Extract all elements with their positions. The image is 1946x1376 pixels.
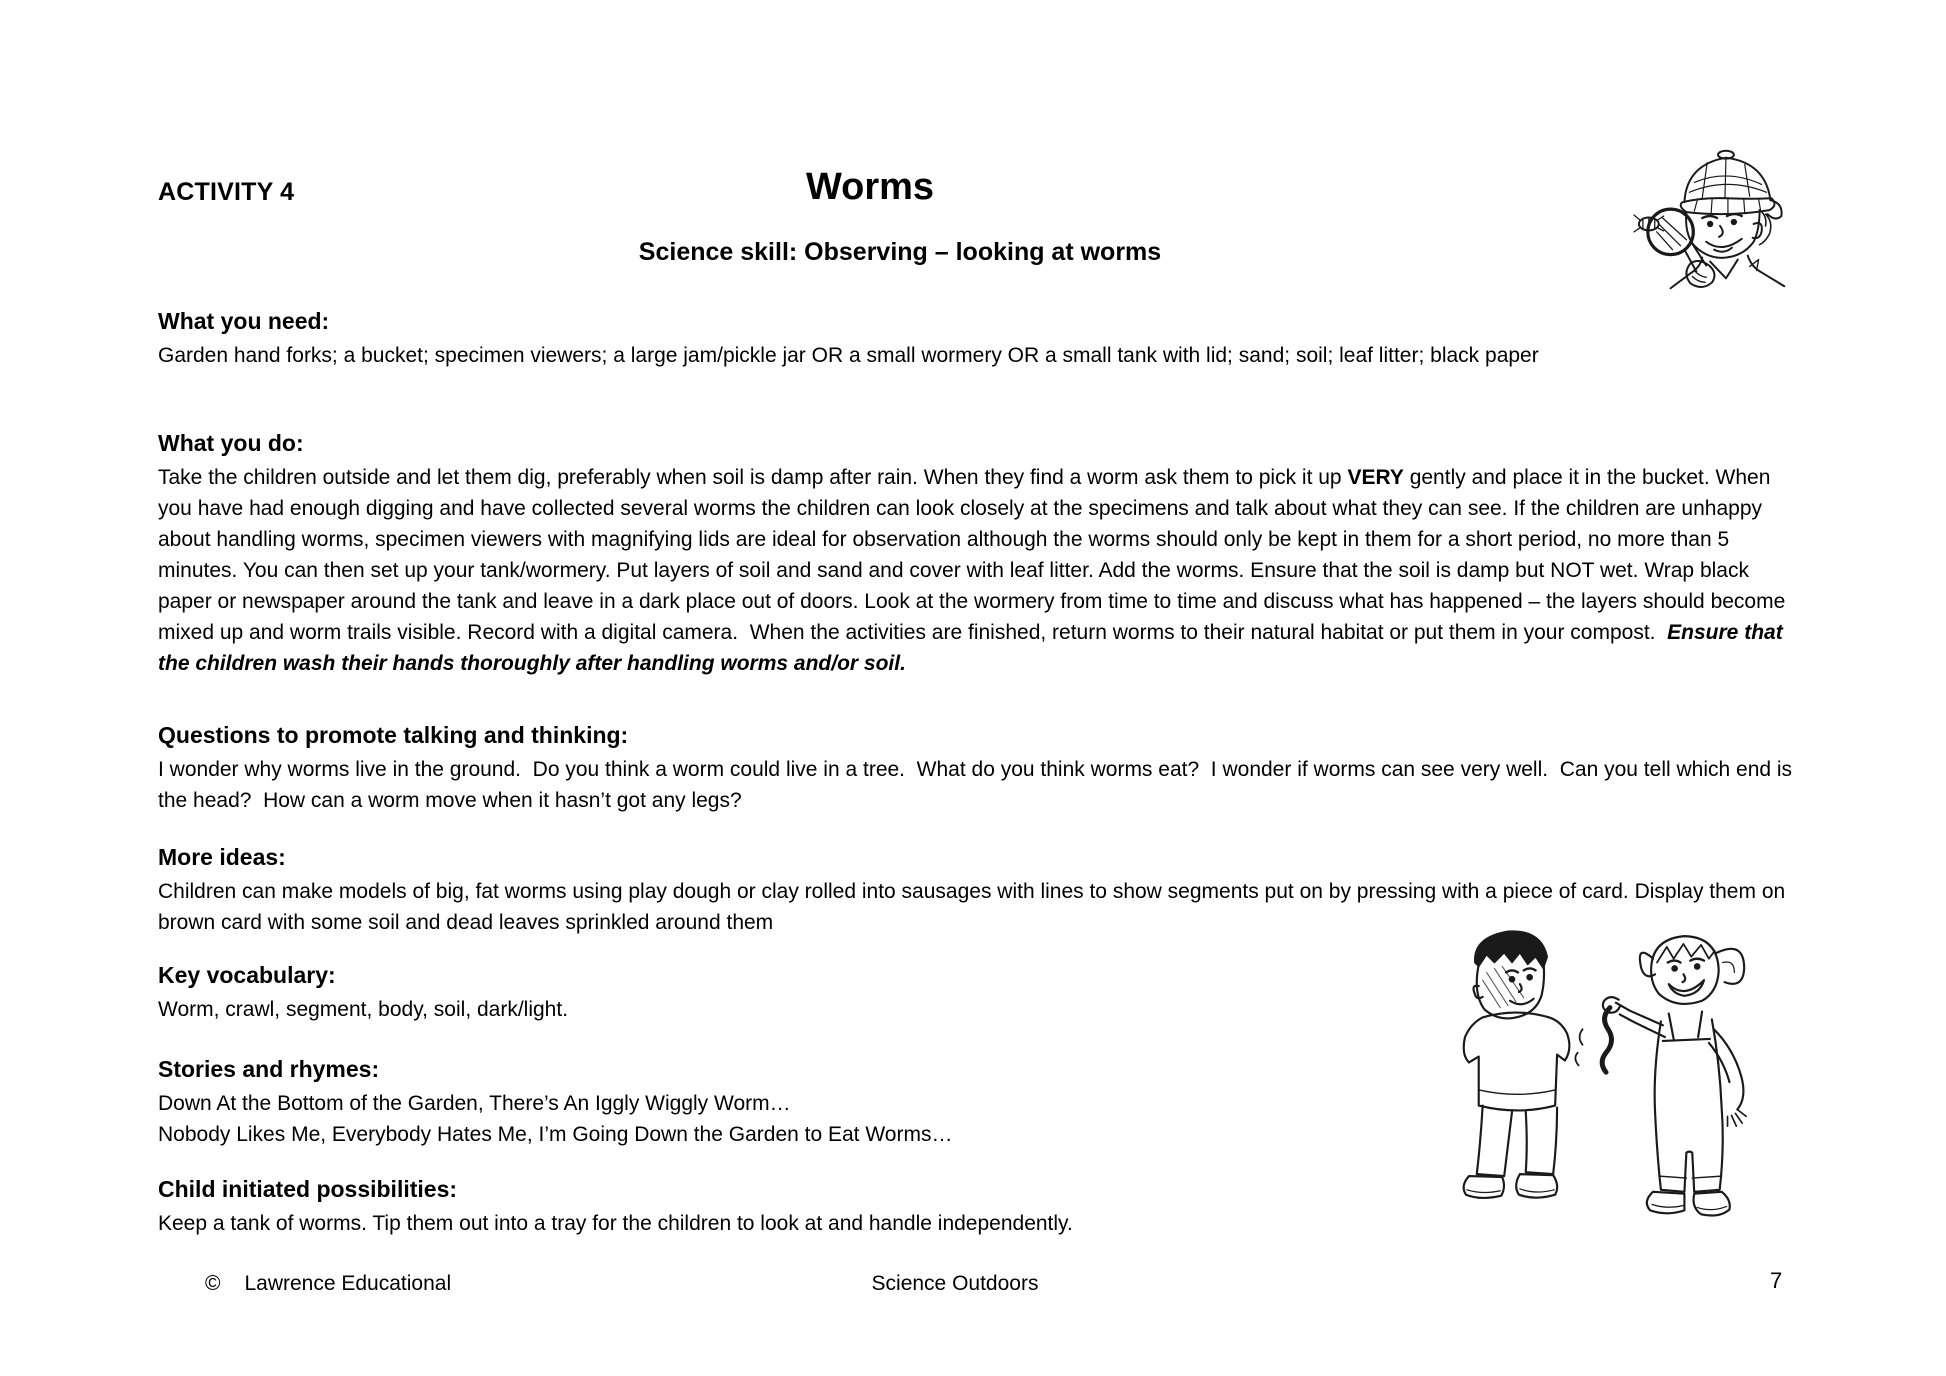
detective-boy-illustration <box>1633 140 1811 300</box>
page-title: Worms <box>805 166 935 208</box>
what-you-need-body: Garden hand forks; a bucket; specimen viewers; a large jam/pickle jar OR a small wormery OR a small tank with lid; sand; soil; leaf litter; black paper <box>158 344 1539 367</box>
more-ideas-heading: More ideas: <box>158 844 286 870</box>
what-you-do-text-1: Take the children outside and let them dig, preferably when soil is damp after rain. When they find a worm ask them to pick it up <box>158 466 1348 489</box>
activity-label: ACTIVITY 4 <box>158 178 295 206</box>
subtitle-block <box>0 238 1800 267</box>
key-vocabulary-body: Worm, crawl, segment, body, soil, dark/light. <box>158 998 569 1021</box>
children-with-worm-illustration <box>1418 922 1800 1248</box>
child-initiated-body: Keep a tank of worms. Tip them out into a tray for the children to look at and handle independently. <box>158 1212 1073 1235</box>
title-block <box>0 166 1740 209</box>
section-questions <box>158 720 1796 816</box>
footer-series-title: Science Outdoors <box>871 1272 1039 1295</box>
stories-heading: Stories and rhymes: <box>158 1056 380 1082</box>
more-ideas-body: Children can make models of big, fat worms using play dough or clay rolled into sausages with lines to show segments put on by pressing with a piece of card. Display them on brown card with some soil and dead leaves sprinkled around them <box>158 880 1792 934</box>
very-emphasis: VERY <box>1347 466 1404 489</box>
questions-body: I wonder why worms live in the ground. Do you think a worm could live in a tree. What do you think worms eat? I wonder if worms can see very well. Can you tell which end is the head? How can a worm move when it hasn’t got any legs? <box>158 758 1798 812</box>
what-you-do-text-2: gently and place it in the bucket. When you have had enough digging and have collected several worms the children can look closely at the specimens and talk about what they can see. If the children are unhappy about handling worms, specimen viewers with magnifying lids are ideal for observation although the worms should only be kept in them for a short period, no more than 5 minutes. You can then set up your tank/wormery. Put layers of soil and sand and cover with leaf litter. Add the worms. Ensure that the soil is damp but NOT wet. Wrap black paper or newspaper around the tank and leave in a dark place out of doors. Look at the wormery from time to time and discuss what has happened – the layers should become mixed up and worm trails visible. Record with a digital camera. When the activities are finished, return worms to their natural habitat or put them in your compost. <box>158 466 1792 644</box>
publisher-name: Lawrence Educational <box>244 1272 452 1295</box>
section-what-you-need <box>158 306 1796 371</box>
page-subtitle: Science skill: Observing – looking at worms <box>638 238 1162 266</box>
key-vocabulary-heading: Key vocabulary: <box>158 962 336 988</box>
copyright-symbol: © <box>205 1272 221 1295</box>
stories-line-1: Down At the Bottom of the Garden, There’s An Iggly Wiggly Worm… <box>158 1092 791 1115</box>
what-you-do-heading: What you do: <box>158 430 304 456</box>
page-number: 7 <box>1770 1268 1783 1293</box>
questions-heading: Questions to promote talking and thinking: <box>158 722 629 748</box>
stories-line-2: Nobody Likes Me, Everybody Hates Me, I’m Going Down the Garden to Eat Worms… <box>158 1123 953 1146</box>
what-you-do-body <box>158 462 1796 679</box>
hygiene-warning: Ensure that the children wash their hands thoroughly after handling worms and/or soil. <box>158 621 1789 675</box>
child-initiated-heading: Child initiated possibilities: <box>158 1176 458 1202</box>
section-what-you-do <box>158 428 1796 679</box>
what-you-need-heading: What you need: <box>158 308 330 334</box>
